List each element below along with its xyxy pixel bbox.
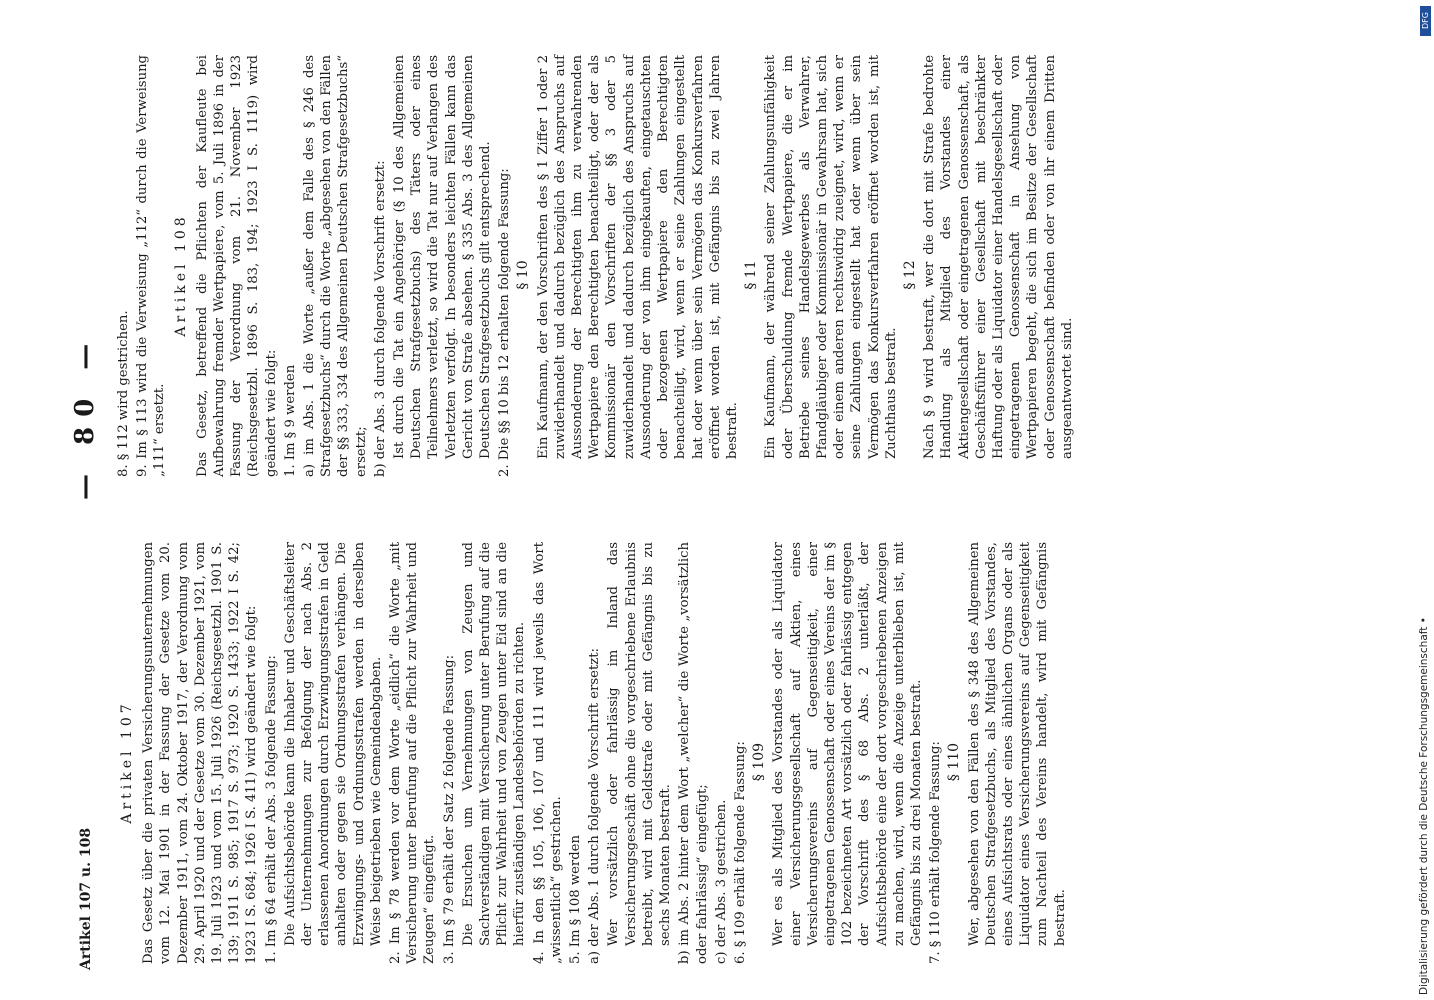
section-heading: § 11 [743,260,760,290]
body-paragraph: Die Aufsichtsbehörde kann die Inhaber und Geschäftsleiter der Unternehmungen zur Befolgung der nach Abs. 2 erlassenen Anordnungen durch Erzwingungsstrafen in Geld anhalten oder gegen sie Ordnungsstrafen verhängen. Die Erzwingungs- und Ordnungsstrafen werden in derselben Weise beigetrieben wie Gemeindeabgaben. [282,542,384,946]
body-paragraph: 1. Im § 9 werden [282,364,298,477]
body-paragraph: Nach § 9 wird bestraft, wer die dort mit Strafe bedrohte Handlung als Mitglied des Vorstandes einer Aktiengesellschaft oder eingetragenen Genossenschaft, als Geschäftsführer einer Gesellschaft mit beschränkter Haftung oder als Liquidator einer Handelsgesellschaft oder eingetragenen Genossenschaft in Ansehung von Wertpapieren begeht, die sich im Besitze der Gesellschaft oder Genossenschaft befinden oder von ihr einem Dritten ausgeantwortet sind. [922,55,1075,459]
body-paragraph: 2. Im § 78 werden vor dem Worte „eidlich“ die Worte „mit Versicherung unter Berufung auf die Pflicht zur Wahrheit und Zeugen“ eingefügt. [388,542,438,964]
body-paragraph: Ein Kaufmann, der den Vorschriften des § 1 Ziffer 1 oder 2 zuwiderhandelt und dadurch bezüglich des Anspruchs auf Aussonderung der Berechtigten ihm zu verwahrenden Wertpapiere den Berechtigten benachteiligt, oder der als Kommissionär den Vorschriften der §§ 3 oder 5 zuwiderhandelt und dadurch bezüglich des Anspruchs auf Aussonderung der von ihm eingekauften, eingetauschten oder bezogenen Wertpapiere den Berechtigten benachteiligt, wird, wenn er seine Zahlungen eingestellt hat oder wenn über sein Vermögen das Konkursverfahren eröffnet worden ist, mit Gefängnis bis zu zwei Jahren bestraft. [535,55,740,459]
body-paragraph: Ist durch die Tat ein Angehöriger (§ 10 des Allgemeinen Deutschen Strafgesetzbuchs) des Täters oder eines Teilnehmers verletzt, so wird die Tat nur auf Verlangen des Verletzten verfolgt. In besonders leichten Fällen kann das Gericht von Strafe absehen. § 335 Abs. 3 des Allgemeinen Deutschen Strafgesetzbuchs gilt entsprechend. [392,55,494,459]
body-paragraph: Das Gesetz über die privaten Versicherungsunternehmungen vom 12. Mai 1901 in der Fassung der Gesetze vom 20. Dezember 1911, vom 24. Oktober 1917, der Verordnung vom 29. April 1920 und der Gesetze vom 30. Dezember 1921, vom 19. Juli 1923 und vom 15. Juli 1926 (Reichsgesetzbl. 1901 S. 139; 1911 S. 985; 1917 S. 973; 1920 S. 1433; 1922 I S. 42; 1923 I S. 684; 1926 I S. 411) wird geändert wie folgt: [141,542,260,964]
body-paragraph: a) der Abs. 1 durch folgende Vorschrift ersetzt: [587,648,603,964]
body-paragraph: 9. Im § 113 wird die Verweisung „112“ durch die Verweisung „111“ ersetzt. [135,55,168,477]
left-column [115,542,1071,982]
document-page [70,0,1370,1000]
body-paragraph: b) der Abs. 3 durch folgende Vorschrift ersetzt: [372,160,388,477]
section-heading: § 110 [946,742,963,782]
body-paragraph: c) der Abs. 3 gestrichen. [713,799,729,964]
digitization-credit-bar [1416,0,1434,1000]
body-paragraph: Wer es als Mitglied des Vorstandes oder als Liquidator einer Versicherungsgesellschaft auf Aktien, eines Versicherungsvereins auf Gegenseitigkeit, einer eingetragenen Genossenschaft oder eines Vereins der im § 102 bezeichneten Art vorsätzlich oder fahrlässig entgegen der Vorschrift des § 68 Abs. 2 unterläßt, der Aufsichtsbehörde eine der dort vorgeschriebenen Anzeigen zu machen, wird, wenn die Anzeige unterblieben ist, mit Gefängnis bis zu drei Monaten bestraft. [771,542,924,946]
body-paragraph: a) im Abs. 1 die Worte „außer dem Falle des § 246 des Strafgesetzbuchs“ durch die Worte „abgesehen von den Fällen der §§ 333, 334 des Allgemeinen Deutschen Strafgesetzbuchs“ ersetzt; [302,55,369,477]
body-paragraph: Die Ersuchen um Vernehmungen von Zeugen und Sachverständigen mit Versicherung unter Berufung auf die Pflicht zur Wahrheit und von Zeugen unter Eid sind an die hierfür zuständigen Landesbehörden zu richten. [460,542,528,946]
right-column [115,55,1078,495]
article-heading: Artikel 107 [119,700,135,824]
running-title: Artikel 107 u. 108 [78,827,94,970]
body-paragraph: 3. Im § 79 erhält der Satz 2 folgende Fassung: [441,654,457,964]
page-number: — 80 — [70,333,100,500]
section-heading: § 12 [901,260,918,290]
body-paragraph: 7. § 110 erhält folgende Fassung: [928,741,944,964]
body-paragraph: Wer vorsätzlich oder fahrlässig im Inland das Versicherungsgeschäft ohne die vorgeschriebene Erlaubnis betreibt, wird mit Geldstrafe oder mit Gefängnis bis zu sechs Monaten bestraft. [606,542,674,946]
body-paragraph: Das Gesetz, betreffend die Pflichten der Kaufleute bei Aufbewahrung fremder Wertpapiere, vom 5. Juli 1896 in der Fassung der Verordnung vom 21. November 1923 (Reichsgesetzbl. 1896 S. 183, 194; 1923 I S. 1119) wird geändert wie folgt: [194,55,279,477]
article-heading: Artikel 108 [172,213,189,337]
body-paragraph: 2. Die §§ 10 bis 12 erhalten folgende Fassung: [497,168,513,477]
dfg-logo: DFG [1420,6,1431,36]
body-paragraph: 8. § 112 wird gestrichen. [116,310,131,477]
body-paragraph: 5. Im § 108 werden [568,835,584,964]
digitization-credit: Digitalisierung gefördert durch die Deutsche Forschungsgemeinschaft • [1418,617,1430,995]
page-header [70,30,110,970]
body-paragraph: Wer, abgesehen von den Fällen des § 348 des Allgemeinen Deutschen Strafgesetzbuchs, als Mitglied des Vorstandes, eines Aufsichtsrats oder eines ähnlichen Organs oder als Liquidator eines Versicherungsvereins auf Gegenseitigkeit zum Nachteil des Vereins handelt, wird mit Gefängnis bestraft. [966,542,1068,946]
body-paragraph: Ein Kaufmann, der während seiner Zahlungsunfähigkeit oder Überschuldung fremde Wertpapiere, die er im Betriebe seines Handelsgewerbes als Verwahrer, Pfandgläubiger oder Kommissionär in Gewahrsam hat, sich oder einem anderen rechtswidrig zueignet, wird, wenn er seine Zahlungen eingestellt hat oder wenn über sein Vermögen das Konkursverfahren eröffnet worden ist, mit Zuchthaus bestraft. [763,55,899,459]
section-heading: § 10 [515,260,532,290]
body-paragraph: 4. In den §§ 105, 106, 107 und 111 wird jeweils das Wort „wissentlich“ gestrichen. [531,542,564,964]
section-heading: § 109 [751,742,768,782]
body-paragraph: b) im Abs. 2 hinter dem Wort „welcher“ die Worte „vorsätzlich oder fahrlässig“ eingefügt; [677,542,710,964]
body-paragraph: 6. § 109 erhält folgende Fassung: [732,741,748,964]
body-paragraph: 1. Im § 64 erhält der Abs. 3 folgende Fassung: [263,655,279,964]
